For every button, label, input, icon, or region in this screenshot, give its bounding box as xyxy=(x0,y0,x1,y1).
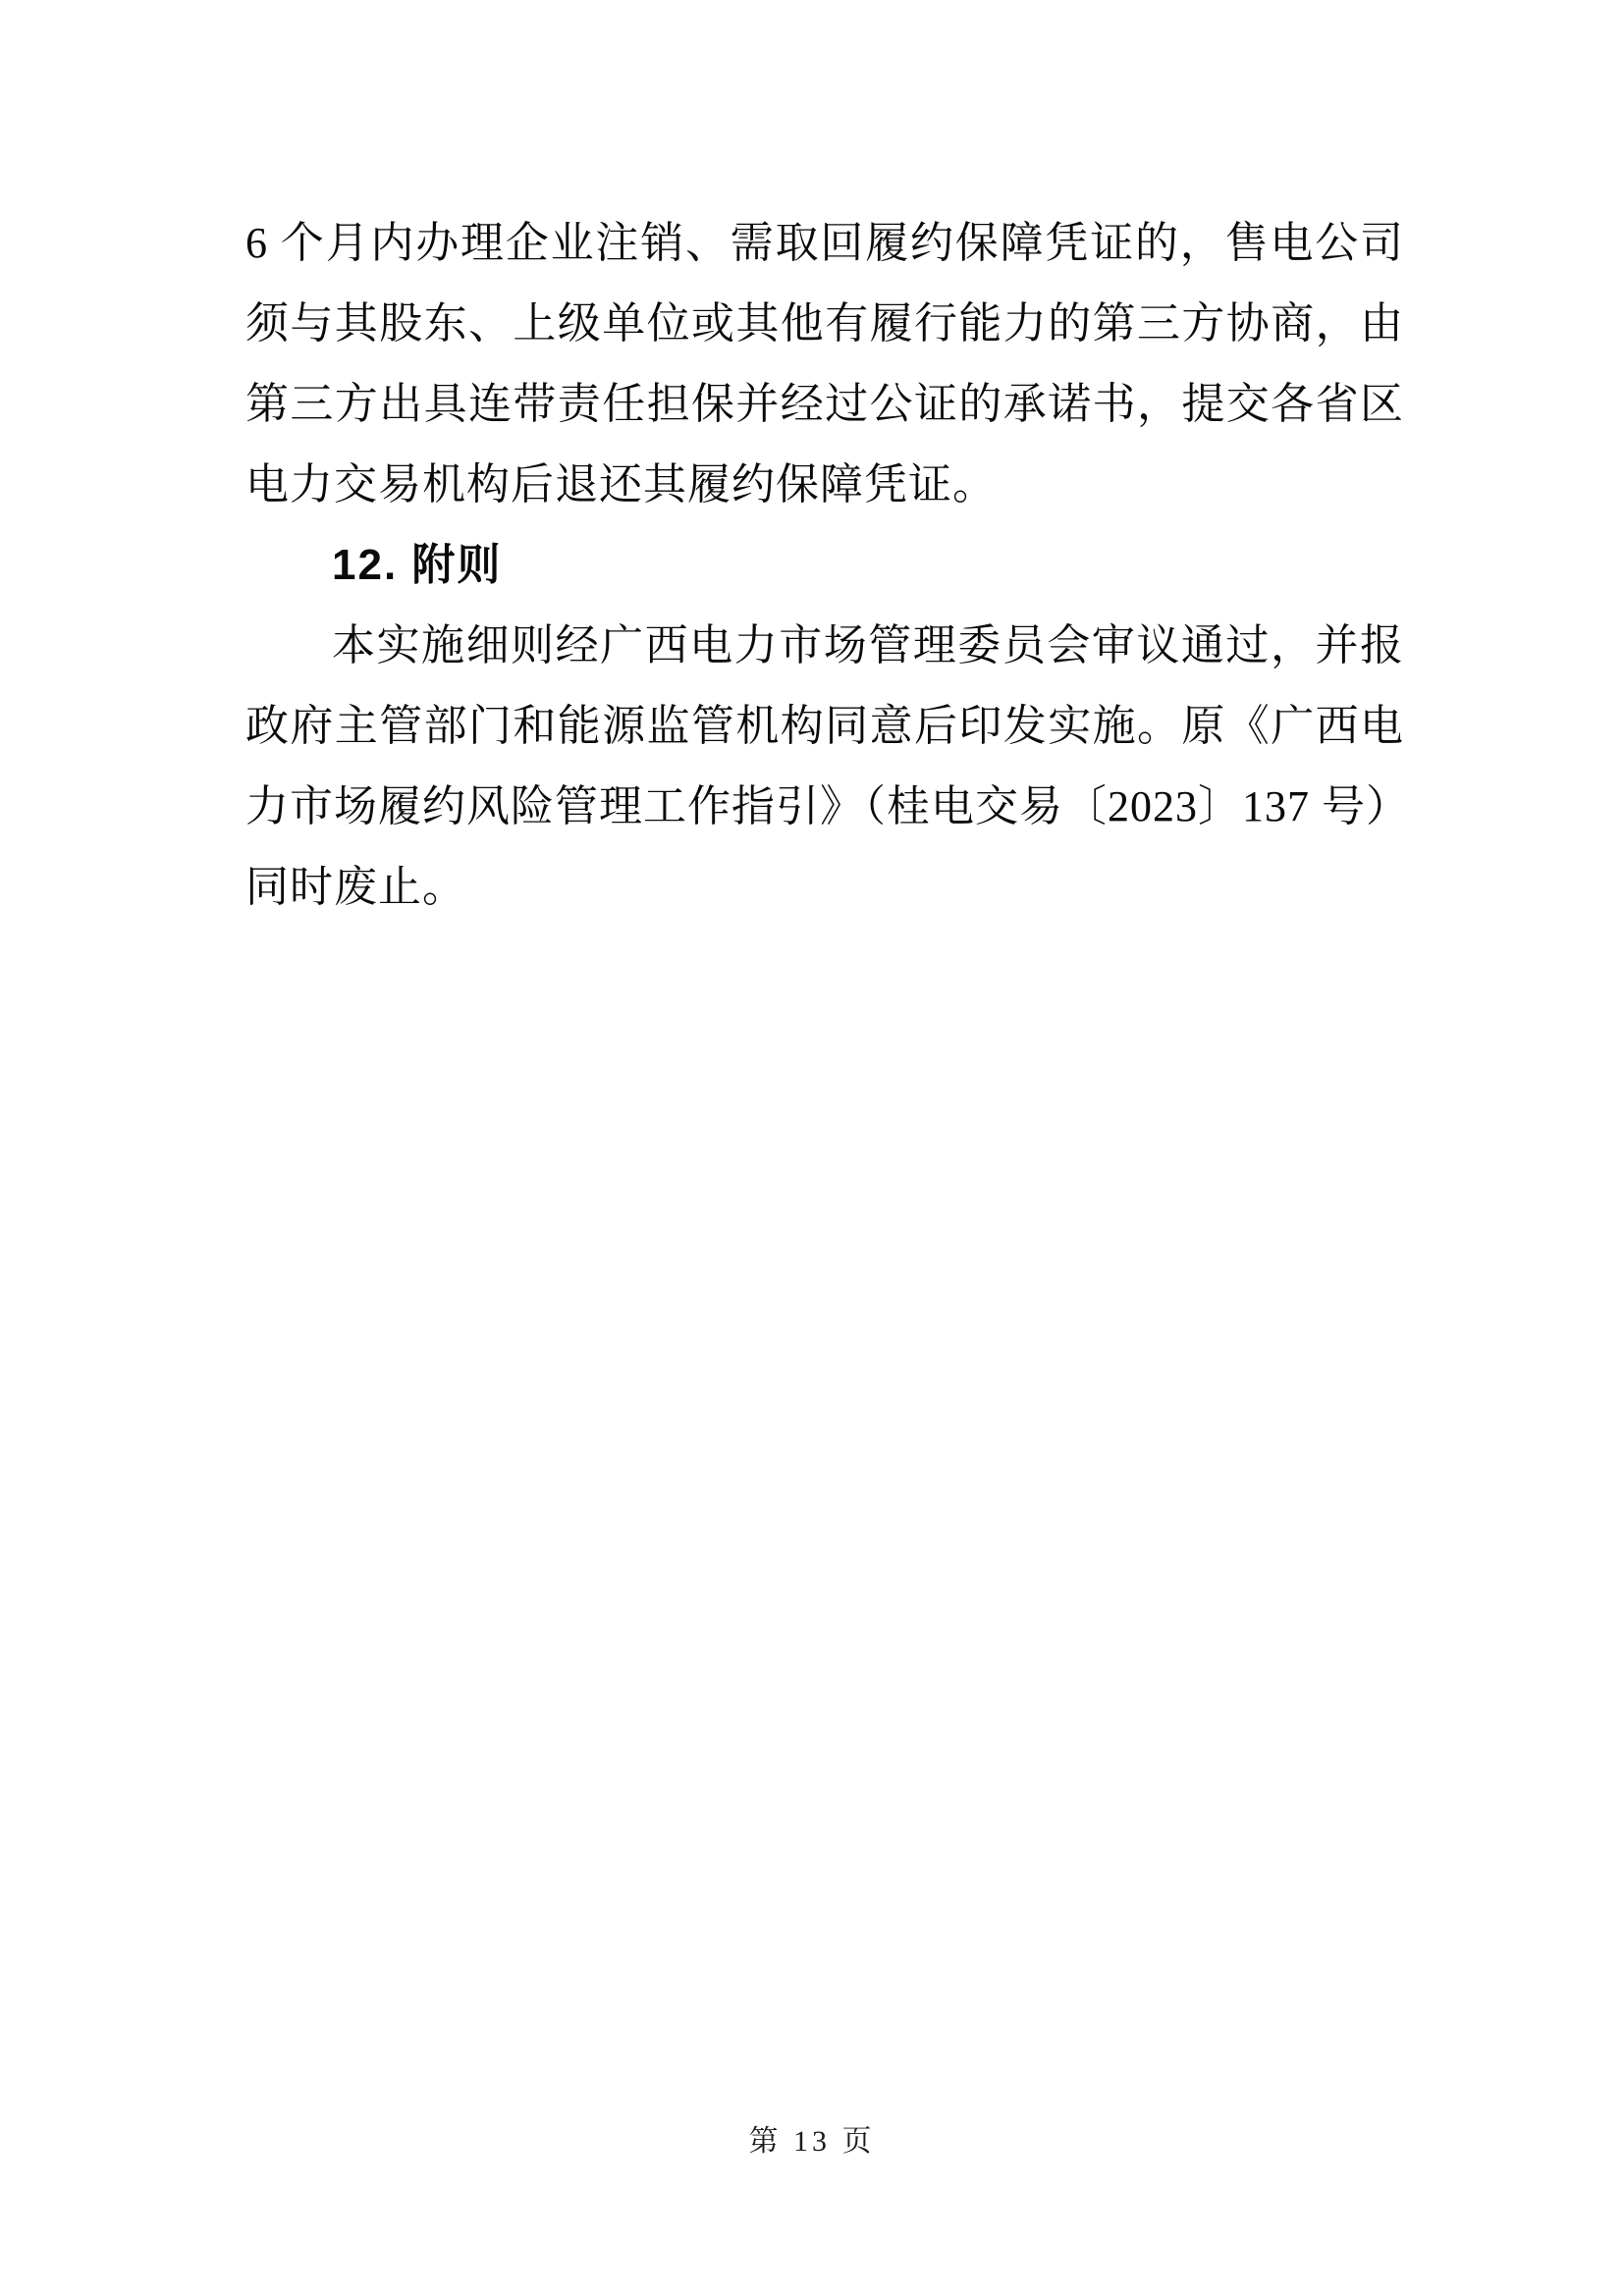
paragraph2-line3: 力市场履约风险管理工作指引》（桂电交易〔2023〕137 号） xyxy=(245,782,1410,830)
document-body xyxy=(245,203,1410,928)
section-heading: 12. 附则 xyxy=(332,541,503,589)
paragraph1-line1: 6 个月内办理企业注销、需取回履约保障凭证的，售电公司 xyxy=(245,219,1404,267)
paragraph1-line2: 须与其股东、上级单位或其他有履行能力的第三方协商，由 xyxy=(245,299,1404,347)
page-number: 第 13 页 xyxy=(748,2125,876,2158)
paragraph1-line4: 电力交易机构后退还其履约保障凭证。 xyxy=(245,460,997,508)
paragraph2-line1: 本实施细则经广西电力市场管理委员会审议通过，并报 xyxy=(332,621,1404,669)
paragraph1-line3: 第三方出具连带责任担保并经过公证的承诺书，提交各省区 xyxy=(245,380,1404,428)
paragraph2-line4: 同时废止。 xyxy=(245,863,466,911)
paragraph2-line2: 政府主管部门和能源监管机构同意后印发实施。原《广西电 xyxy=(245,702,1404,750)
